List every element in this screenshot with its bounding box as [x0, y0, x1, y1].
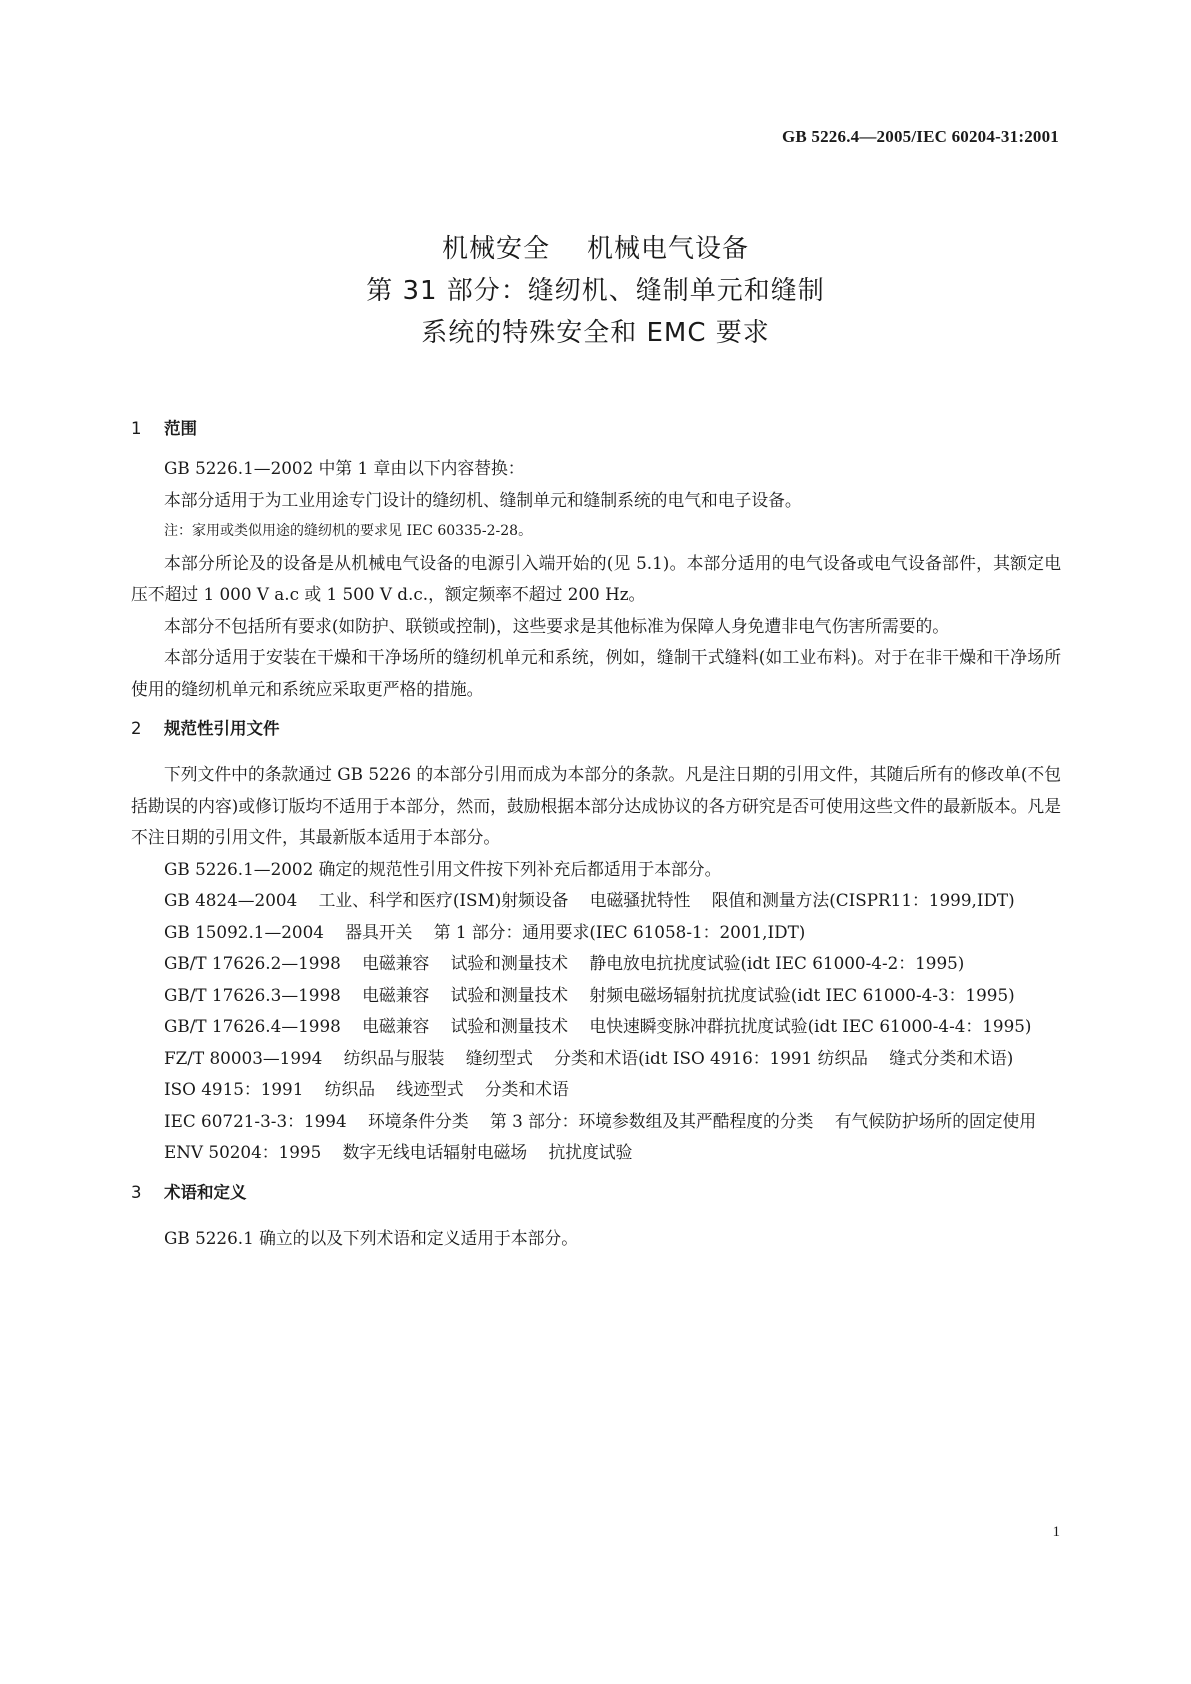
- document-title: [0, 228, 1191, 354]
- reference-entry: FZ/T 80003—1994 纺织品与服装 缝纫型式 分类和术语(idt ISO 4916：1991 纺织品 缝式分类和术语): [164, 1047, 1014, 1068]
- section-heading-normative-references: [131, 713, 1061, 745]
- section-heading-scope: [131, 413, 1061, 445]
- paragraph: 本部分适用于安装在干燥和干净场所的缝纫机单元和系统，例如，缝制干式缝料(如工业布料)。对于在非干燥和干净场所使用的缝纫机单元和系统应采取更严格的措施。: [131, 647, 1061, 699]
- standard-code: GB 5226.4—2005/IEC 60204-31:2001: [782, 127, 1059, 146]
- page-number: 1: [1052, 1524, 1060, 1540]
- paragraph: GB 5226.1 确立的以及下列术语和定义适用于本部分。: [164, 1227, 578, 1248]
- section-number: 2: [131, 719, 142, 738]
- reference-entry: GB/T 17626.2—1998 电磁兼容 试验和测量技术 静电放电抗扰度试验(idt IEC 61000-4-2：1995): [164, 953, 965, 973]
- paragraph: 本部分不包括所有要求(如防护、联锁或控制)，这些要求是其他标准为保障人身免遭非电气伤害所需要的。: [164, 615, 950, 636]
- paragraph: GB 5226.1—2002 确定的规范性引用文件按下列补充后都适用于本部分。: [164, 858, 722, 879]
- reference-entry: GB/T 17626.3—1998 电磁兼容 试验和测量技术 射频电磁场辐射抗扰度试验(idt IEC 61000-4-3：1995): [164, 984, 1015, 1005]
- paragraph: 本部分所论及的设备是从机械电气设备的电源引入端开始的(见 5.1)。本部分适用的电气设备或电气设备部件，其额定电压不超过 1 000 V a.c 或 1 500 V d.c.，额定频率不超过 200 Hz。: [131, 552, 1061, 604]
- title-line-2: 第 31 部分：缝纫机、缝制单元和缝制: [366, 276, 825, 306]
- reference-entry: ISO 4915：1991 纺织品 线迹型式 分类和术语: [164, 1079, 569, 1099]
- title-line-1: 机械安全 机械电气设备: [441, 234, 750, 264]
- reference-entry: IEC 60721-3-3：1994 环境条件分类 第 3 部分：环境参数组及其严酷程度的分类 有气候防护场所的固定使用: [164, 1110, 1037, 1131]
- paragraph: GB 5226.1—2002 中第 1 章由以下内容替换：: [164, 458, 525, 478]
- section-number: 1: [131, 419, 142, 438]
- section-title: 规范性引用文件: [164, 719, 280, 738]
- document-body: [131, 413, 1061, 1254]
- section-number: 3: [131, 1182, 142, 1202]
- reference-entry: GB/T 17626.4—1998 电磁兼容 试验和测量技术 电快速瞬变脉冲群抗扰度试验(idt IEC 61000-4-4：1995): [164, 1016, 1032, 1036]
- reference-entry: GB 4824—2004 工业、科学和医疗(ISM)射频设备 电磁骚扰特性 限值和测量方法(CISPR11：1999,IDT): [164, 890, 1015, 910]
- reference-entry: ENV 50204：1995 数字无线电话辐射电磁场 抗扰度试验: [164, 1142, 633, 1162]
- paragraph: 下列文件中的条款通过 GB 5226 的本部分引用而成为本部分的条款。凡是注日期的引用文件，其随后所有的修改单(不包括勘误的内容)或修订版均不适用于本部分，然而，鼓励根据本部分达成协议的各方研究是否可使用这些文件的最新版本。凡是不注日期的引用文件，其最新版本适用于本部分。: [131, 764, 1061, 847]
- title-line-3: 系统的特殊安全和 EMC 要求: [421, 318, 770, 348]
- note: 注：家用或类似用途的缝纫机的要求见 IEC 60335-2-28。: [164, 523, 533, 539]
- section-title: 术语和定义: [164, 1182, 247, 1202]
- section-title: 范围: [164, 419, 197, 438]
- section-heading-terms-definitions: [131, 1177, 1061, 1209]
- reference-entry: GB 15092.1—2004 器具开关 第 1 部分：通用要求(IEC 61058-1：2001,IDT): [164, 921, 806, 942]
- paragraph: 本部分适用于为工业用途专门设计的缝纫机、缝制单元和缝制系统的电气和电子设备。: [164, 489, 802, 510]
